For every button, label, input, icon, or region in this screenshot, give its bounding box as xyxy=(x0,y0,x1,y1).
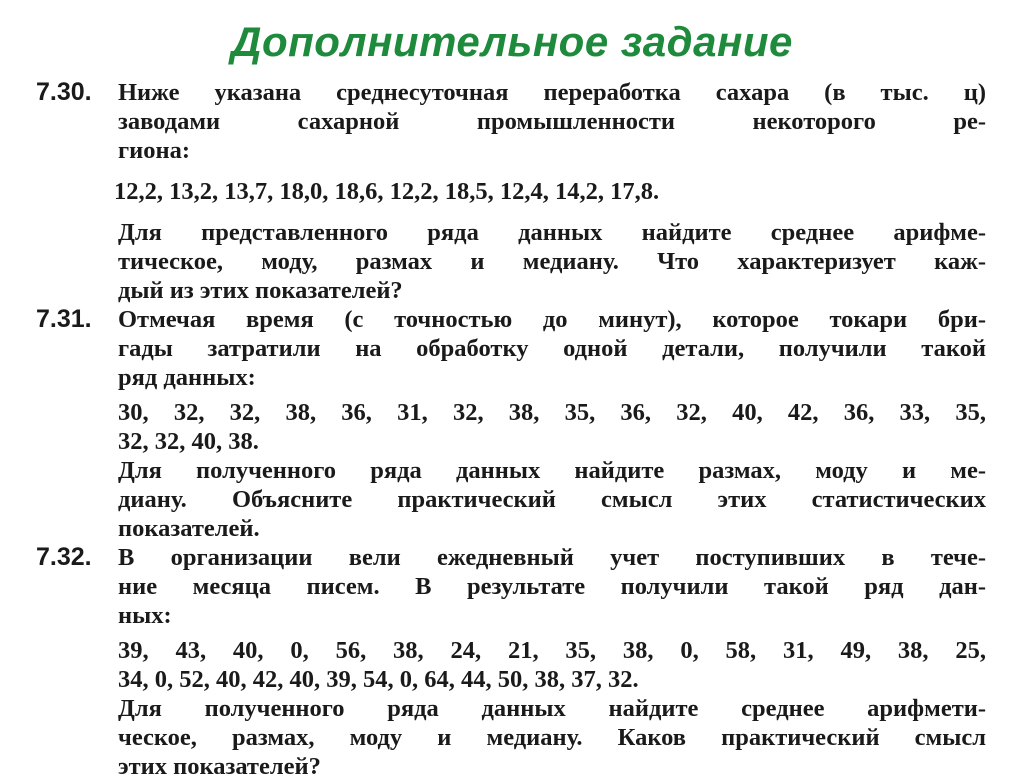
problem-7-32 xyxy=(36,543,986,781)
problem-text-line: ряд данных: xyxy=(118,364,256,391)
problem-number: 7.30. xyxy=(36,78,92,106)
problem-text-line: ных: xyxy=(118,602,172,629)
data-series: 12,2, 13,2, 13,7, 18,0, 18,6, 12,2, 18,5, 12,4, 14,2, 17,8. xyxy=(114,178,660,205)
page-title: Дополнительное задание xyxy=(231,18,793,65)
problem-number: 7.32. xyxy=(36,543,92,571)
problem-task-line: Для полученного ряда данных найдите среднее арифмети- xyxy=(118,695,986,722)
problem-text-line: гиона: xyxy=(118,137,191,164)
data-series: 30, 32, 32, 38, 36, 31, 32, 38, 35, 36, 32, 40, 42, 36, 33, 35, xyxy=(118,399,986,426)
problem-task-line: дый из этих показателей? xyxy=(118,277,403,304)
problem-text-line: заводами сахарной промышленности некоторого ре- xyxy=(118,108,986,135)
problem-text-line: гады затратили на обработку одной детали, получили такой xyxy=(118,335,986,362)
problem-text-line: В организации вели ежедневный учет поступивших в тече- xyxy=(118,544,986,571)
problem-task-line: этих показателей? xyxy=(118,753,321,780)
data-series: 34, 0, 52, 40, 42, 40, 39, 54, 0, 64, 44, 50, 38, 37, 32. xyxy=(118,666,639,693)
problem-task-line: диану. Объясните практический смысл этих статистических xyxy=(118,486,986,513)
problem-text-line: Отмечая время (с точностью до минут), которое токари бри- xyxy=(118,306,986,333)
problem-task-line: Для представленного ряда данных найдите среднее арифме- xyxy=(118,219,986,246)
problem-text-line: ние месяца писем. В результате получили такой ряд дан- xyxy=(118,573,986,600)
problem-task-line: Для полученного ряда данных найдите размах, моду и ме- xyxy=(118,457,986,484)
problem-7-31 xyxy=(36,305,986,543)
problem-7-30 xyxy=(36,78,986,305)
problem-task-line: ческое, размах, моду и медиану. Каков практический смысл xyxy=(118,724,986,751)
problem-task-line: показателей. xyxy=(118,515,260,542)
problem-task-line: тическое, моду, размах и медиану. Что характеризует каж- xyxy=(118,248,986,275)
problems-list xyxy=(36,78,986,781)
problem-number: 7.31. xyxy=(36,305,92,333)
data-series: 39, 43, 40, 0, 56, 38, 24, 21, 35, 38, 0, 58, 31, 49, 38, 25, xyxy=(118,637,986,664)
problem-text-line: Ниже указана среднесуточная переработка сахара (в тыс. ц) xyxy=(118,79,986,106)
data-series: 32, 32, 40, 38. xyxy=(118,428,259,455)
